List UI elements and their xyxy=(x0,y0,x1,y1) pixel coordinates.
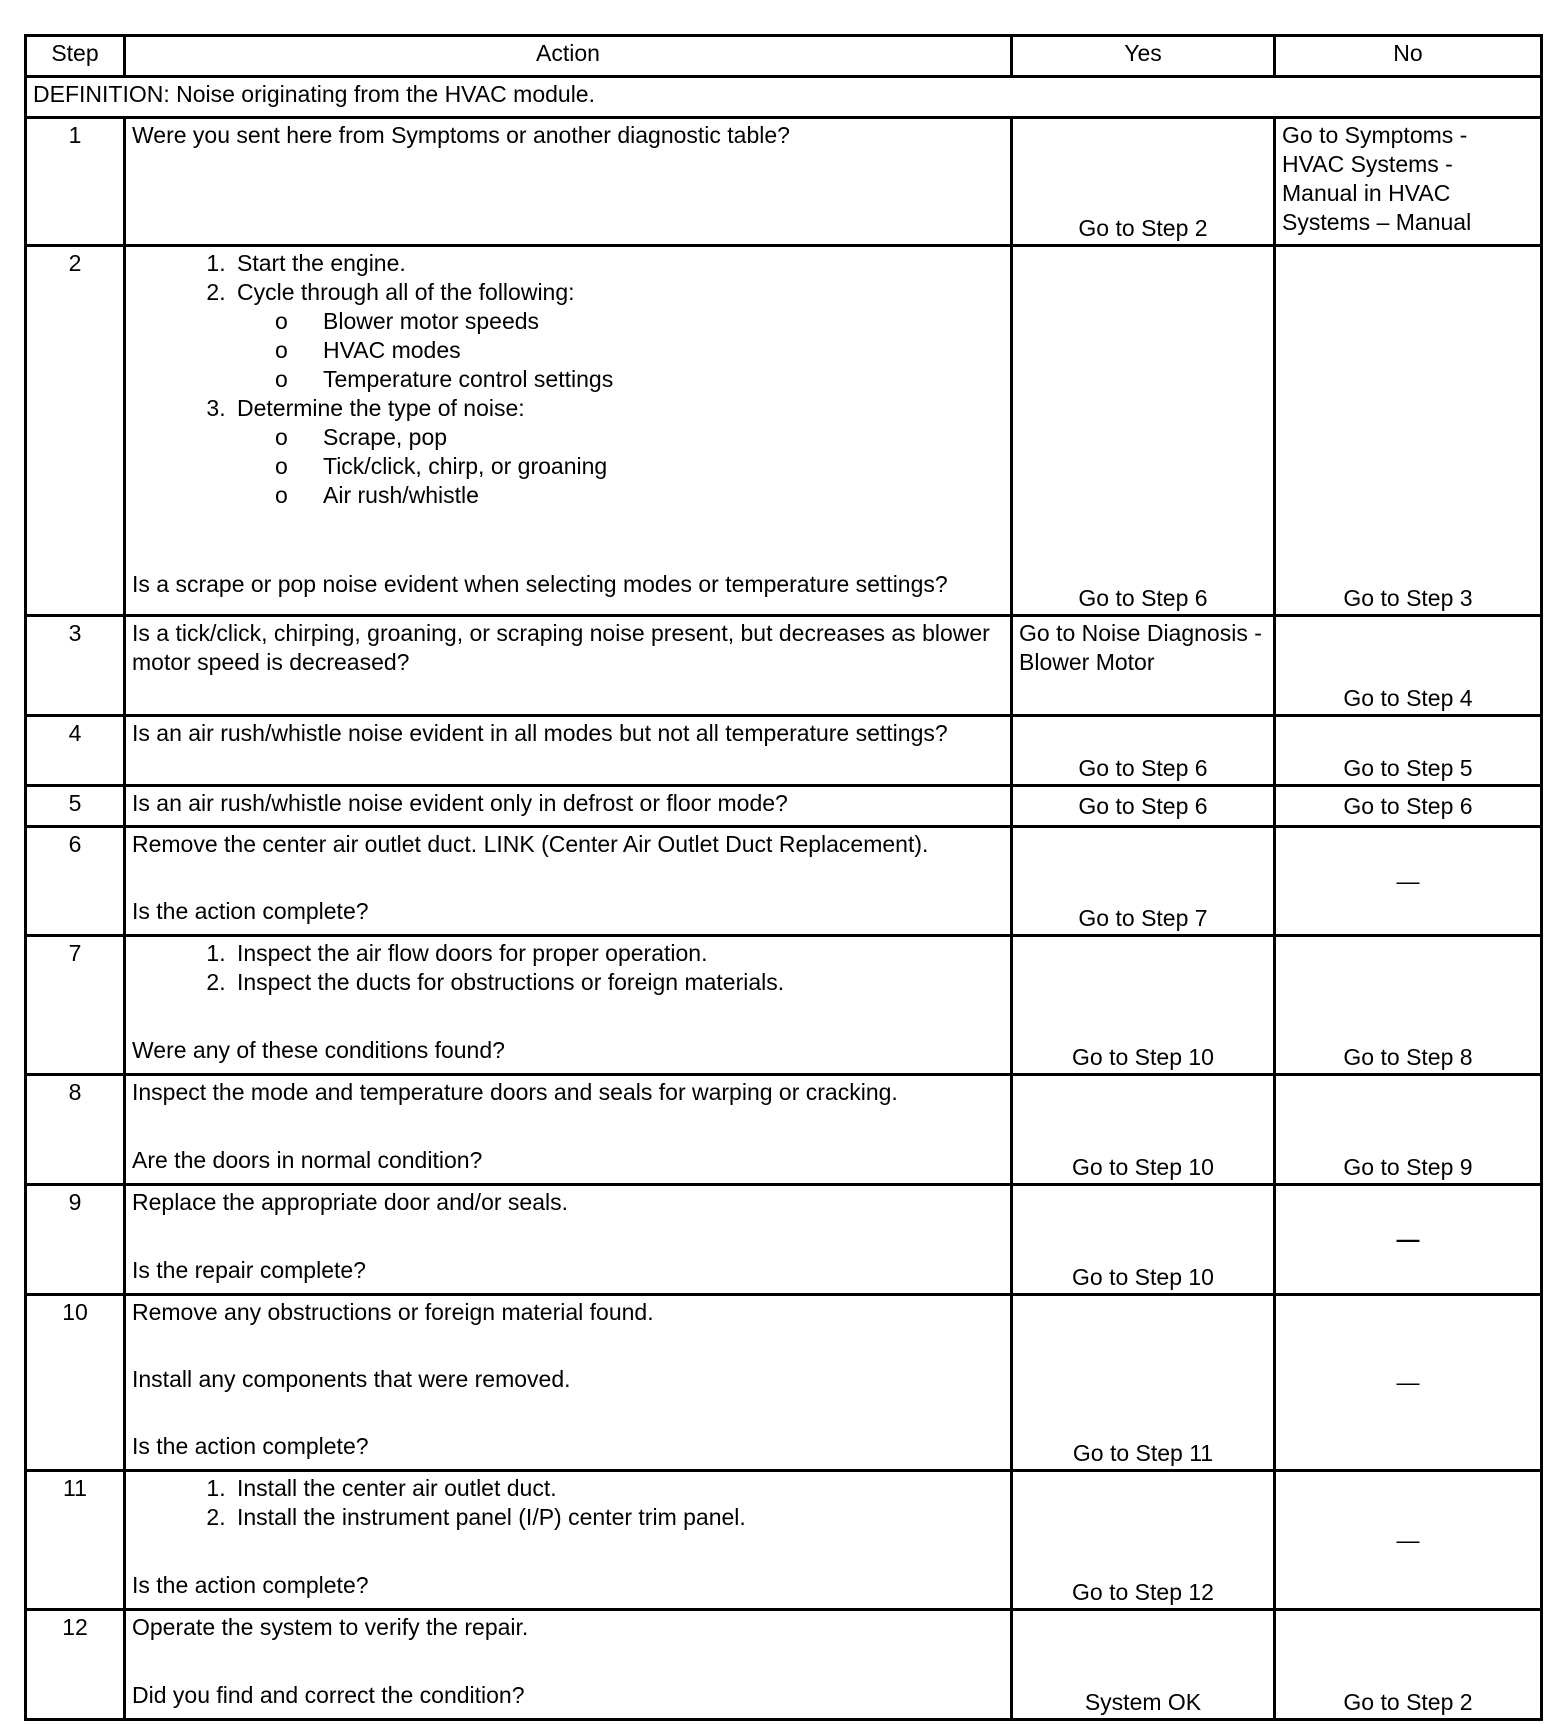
yes-cell xyxy=(1012,1471,1275,1610)
yes-cell xyxy=(1012,1185,1275,1295)
action-cell xyxy=(125,1610,1012,1720)
no-text: Go to Step 2 xyxy=(1343,1689,1473,1715)
step-number: 3 xyxy=(26,616,125,716)
action-cell xyxy=(125,246,1012,616)
action-cell xyxy=(125,716,1012,786)
action-cell xyxy=(125,1471,1012,1610)
table-row xyxy=(26,716,1542,786)
action-cell xyxy=(125,1075,1012,1185)
table-row xyxy=(26,1610,1542,1720)
instruction-text: Replace the appropriate door and/or seals. xyxy=(132,1189,569,1215)
diagnostic-table xyxy=(24,34,1543,1721)
question-text: Is a scrape or pop noise evident when selecting modes or temperature settings? xyxy=(132,571,948,597)
question-text: Were you sent here from Symptoms or another diagnostic table? xyxy=(132,122,790,148)
question-text: Are the doors in normal condition? xyxy=(132,1147,483,1173)
yes-cell xyxy=(1012,616,1275,716)
step-number: 8 xyxy=(26,1075,125,1185)
step-number: 7 xyxy=(26,936,125,1075)
table-row xyxy=(26,1295,1542,1471)
step-number: 9 xyxy=(26,1185,125,1295)
question-text: Is the repair complete? xyxy=(132,1257,366,1283)
action-cell xyxy=(125,786,1012,827)
yes-cell xyxy=(1012,1610,1275,1720)
yes-text: Go to Step 6 xyxy=(1078,755,1208,781)
list-item: 1. Inspect the air flow doors for proper operation. xyxy=(232,939,1004,968)
diagnostic-page xyxy=(24,34,1540,1724)
no-text: Go to Step 4 xyxy=(1343,685,1473,711)
no-cell xyxy=(1275,616,1542,716)
action-cell xyxy=(125,1185,1012,1295)
sub-list-item: o Tick/click, chirp, or groaning xyxy=(318,452,1004,481)
table-row xyxy=(26,246,1542,616)
header-action: Action xyxy=(125,36,1012,77)
no-cell xyxy=(1275,936,1542,1075)
instruction-text: Remove any obstructions or foreign material found. xyxy=(132,1299,654,1325)
step-number: 4 xyxy=(26,716,125,786)
no-cell xyxy=(1275,1295,1542,1471)
no-text: Go to Symptoms - HVAC Systems - Manual in HVAC Systems – Manual xyxy=(1282,122,1472,235)
yes-cell xyxy=(1012,246,1275,616)
yes-text: Go to Step 6 xyxy=(1078,792,1208,819)
no-text: — xyxy=(1396,867,1420,894)
sub-list-item: o Scrape, pop xyxy=(318,423,1004,452)
yes-cell xyxy=(1012,716,1275,786)
no-text: Go to Step 5 xyxy=(1343,755,1473,781)
table-row xyxy=(26,1185,1542,1295)
header-step: Step xyxy=(26,36,125,77)
list-item xyxy=(232,394,1004,510)
yes-text: Go to Step 10 xyxy=(1072,1264,1214,1290)
sub-list xyxy=(237,307,1004,394)
yes-text: Go to Step 11 xyxy=(1072,1440,1214,1466)
question-text: Is the action complete? xyxy=(132,1572,369,1598)
table-row xyxy=(26,1471,1542,1610)
instruction-text: Install any components that were removed. xyxy=(132,1366,571,1392)
yes-text: Go to Step 6 xyxy=(1078,585,1208,611)
action-cell xyxy=(125,118,1012,246)
sub-list-item: o Air rush/whistle xyxy=(318,481,1004,510)
yes-cell xyxy=(1012,1295,1275,1471)
header-row xyxy=(26,36,1542,77)
no-cell xyxy=(1275,827,1542,936)
yes-cell xyxy=(1012,936,1275,1075)
definition-row xyxy=(26,77,1542,118)
question-text: Is the action complete? xyxy=(132,898,369,924)
step-number: 1 xyxy=(26,118,125,246)
table-row xyxy=(26,936,1542,1075)
no-cell xyxy=(1275,1471,1542,1610)
no-text: Go to Step 9 xyxy=(1343,1154,1473,1180)
no-cell xyxy=(1275,1185,1542,1295)
no-cell xyxy=(1275,118,1542,246)
question-text: Is an air rush/whistle noise evident in all modes but not all temperature settings? xyxy=(132,720,948,746)
step-number: 6 xyxy=(26,827,125,936)
instruction-text: Remove the center air outlet duct. LINK (Center Air Outlet Duct Replacement). xyxy=(132,831,929,857)
table-row xyxy=(26,786,1542,827)
table-row xyxy=(26,616,1542,716)
yes-text: Go to Step 7 xyxy=(1078,905,1208,931)
table-row xyxy=(26,827,1542,936)
procedure-list xyxy=(132,249,1004,510)
question-text: Is an air rush/whistle noise evident only in defrost or floor mode? xyxy=(132,790,788,816)
header-no: No xyxy=(1275,36,1542,77)
yes-cell xyxy=(1012,1075,1275,1185)
yes-text: Go to Noise Diagnosis - Blower Motor xyxy=(1019,620,1262,675)
list-item: 2. Install the instrument panel (I/P) center trim panel. xyxy=(232,1503,1004,1532)
list-item-text: Determine the type of noise: xyxy=(237,395,525,421)
yes-text: Go to Step 10 xyxy=(1072,1044,1214,1070)
no-cell xyxy=(1275,1075,1542,1185)
action-cell xyxy=(125,616,1012,716)
no-cell xyxy=(1275,786,1542,827)
table-row xyxy=(26,1075,1542,1185)
action-cell xyxy=(125,936,1012,1075)
sub-list-item: o HVAC modes xyxy=(318,336,1004,365)
list-item xyxy=(232,278,1004,394)
question-text: Were any of these conditions found? xyxy=(132,1037,505,1063)
no-cell xyxy=(1275,1610,1542,1720)
yes-text: Go to Step 2 xyxy=(1078,215,1208,241)
sub-list xyxy=(237,423,1004,510)
list-item-text: Cycle through all of the following: xyxy=(237,279,575,305)
yes-text: Go to Step 12 xyxy=(1072,1579,1214,1605)
action-cell xyxy=(125,1295,1012,1471)
no-text: Go to Step 3 xyxy=(1343,585,1473,611)
instruction-text: Inspect the mode and temperature doors and seals for warping or cracking. xyxy=(132,1079,898,1105)
list-item: 2. Inspect the ducts for obstructions or foreign materials. xyxy=(232,968,1004,997)
step-number: 2 xyxy=(26,246,125,616)
yes-cell xyxy=(1012,827,1275,936)
yes-cell xyxy=(1012,786,1275,827)
no-text: — xyxy=(1396,1226,1420,1252)
step-number: 12 xyxy=(26,1610,125,1720)
header-yes: Yes xyxy=(1012,36,1275,77)
step-number: 5 xyxy=(26,786,125,827)
list-item: 1. Install the center air outlet duct. xyxy=(232,1474,1004,1503)
yes-text: System OK xyxy=(1084,1689,1202,1715)
instruction-text: Operate the system to verify the repair. xyxy=(132,1614,529,1640)
question-text: Is the action complete? xyxy=(132,1433,369,1459)
action-cell xyxy=(125,827,1012,936)
list-item-text: Start the engine. xyxy=(237,250,406,276)
question-text: Is a tick/click, chirping, groaning, or scraping noise present, but decreases as blower motor speed is decreased? xyxy=(132,620,990,675)
sub-list-item: o Blower motor speeds xyxy=(318,307,1004,336)
no-text: Go to Step 6 xyxy=(1343,792,1473,819)
no-cell xyxy=(1275,716,1542,786)
procedure-list xyxy=(132,939,1004,997)
no-cell xyxy=(1275,246,1542,616)
definition-text: DEFINITION: Noise originating from the HVAC module. xyxy=(26,77,1542,118)
procedure-list xyxy=(132,1474,1004,1532)
yes-text: Go to Step 10 xyxy=(1072,1154,1214,1180)
list-item xyxy=(232,249,1004,278)
yes-cell xyxy=(1012,118,1275,246)
step-number: 11 xyxy=(26,1471,125,1610)
step-number: 10 xyxy=(26,1295,125,1471)
question-text: Did you find and correct the condition? xyxy=(132,1682,525,1708)
no-text: — xyxy=(1396,1369,1420,1395)
sub-list-item: o Temperature control settings xyxy=(318,365,1004,394)
table-row xyxy=(26,118,1542,246)
no-text: — xyxy=(1396,1526,1420,1553)
no-text: Go to Step 8 xyxy=(1343,1044,1473,1070)
